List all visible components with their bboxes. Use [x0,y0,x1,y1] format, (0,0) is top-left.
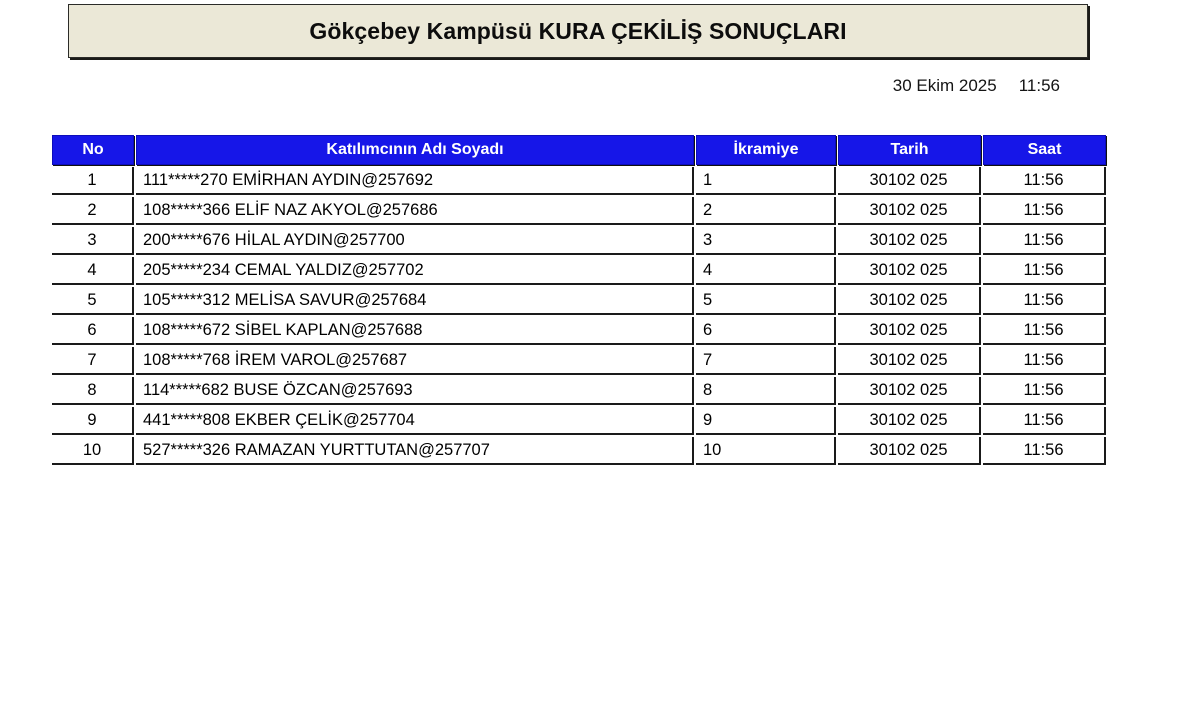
cell-name: 200*****676 HİLAL AYDIN@257700 [136,227,694,255]
cell-name: 105*****312 MELİSA SAVUR@257684 [136,287,694,315]
table-row [52,317,1106,345]
table-row [52,407,1106,435]
results-table [50,133,1108,467]
cell-no: 2 [52,197,134,225]
cell-prize: 8 [696,377,836,405]
table-row [52,197,1106,225]
cell-date: 30102 025 [838,407,981,435]
column-header-date: Tarih [838,135,981,165]
cell-prize: 4 [696,257,836,285]
cell-no: 1 [52,167,134,195]
table-header [52,135,1106,165]
draw-date: 30 Ekim 2025 [892,76,997,95]
cell-name: 108*****672 SİBEL KAPLAN@257688 [136,317,694,345]
cell-prize: 9 [696,407,836,435]
cell-time: 11:56 [983,377,1106,405]
cell-prize: 5 [696,287,836,315]
cell-prize: 1 [696,167,836,195]
cell-name: 114*****682 BUSE ÖZCAN@257693 [136,377,694,405]
table-row [52,287,1106,315]
cell-no: 10 [52,437,134,465]
cell-prize: 6 [696,317,836,345]
cell-time: 11:56 [983,437,1106,465]
cell-date: 30102 025 [838,257,981,285]
cell-date: 30102 025 [838,437,981,465]
draw-time: 11:56 [1018,76,1060,95]
cell-name: 527*****326 RAMAZAN YURTTUTAN@257707 [136,437,694,465]
table-row [52,437,1106,465]
cell-date: 30102 025 [838,377,981,405]
cell-name: 108*****768 İREM VAROL@257687 [136,347,694,375]
cell-time: 11:56 [983,407,1106,435]
cell-prize: 7 [696,347,836,375]
cell-time: 11:56 [983,317,1106,345]
table-row [52,257,1106,285]
cell-date: 30102 025 [838,197,981,225]
cell-date: 30102 025 [838,287,981,315]
column-header-name: Katılımcının Adı Soyadı [136,135,694,165]
cell-date: 30102 025 [838,317,981,345]
title-banner [68,4,1088,58]
column-header-prize: İkramiye [696,135,836,165]
cell-time: 11:56 [983,167,1106,195]
cell-date: 30102 025 [838,167,981,195]
cell-no: 9 [52,407,134,435]
table-row [52,377,1106,405]
column-header-time: Saat [983,135,1106,165]
cell-no: 6 [52,317,134,345]
cell-time: 11:56 [983,347,1106,375]
cell-name: 205*****234 CEMAL YALDIZ@257702 [136,257,694,285]
page-title: Gökçebey Kampüsü KURA ÇEKİLİŞ SONUÇLARI [309,17,847,44]
cell-prize: 2 [696,197,836,225]
cell-date: 30102 025 [838,227,981,255]
datetime-line [0,76,1060,96]
cell-time: 11:56 [983,227,1106,255]
cell-name: 108*****366 ELİF NAZ AKYOL@257686 [136,197,694,225]
table-row [52,347,1106,375]
cell-name: 111*****270 EMİRHAN AYDIN@257692 [136,167,694,195]
column-header-no: No [52,135,134,165]
table-header-row [52,135,1106,165]
cell-time: 11:56 [983,287,1106,315]
table-row [52,227,1106,255]
cell-name: 441*****808 EKBER ÇELİK@257704 [136,407,694,435]
table-row [52,167,1106,195]
cell-date: 30102 025 [838,347,981,375]
cell-no: 4 [52,257,134,285]
cell-time: 11:56 [983,197,1106,225]
cell-prize: 10 [696,437,836,465]
cell-time: 11:56 [983,257,1106,285]
cell-no: 3 [52,227,134,255]
cell-prize: 3 [696,227,836,255]
cell-no: 7 [52,347,134,375]
table-body [52,167,1106,465]
cell-no: 5 [52,287,134,315]
cell-no: 8 [52,377,134,405]
